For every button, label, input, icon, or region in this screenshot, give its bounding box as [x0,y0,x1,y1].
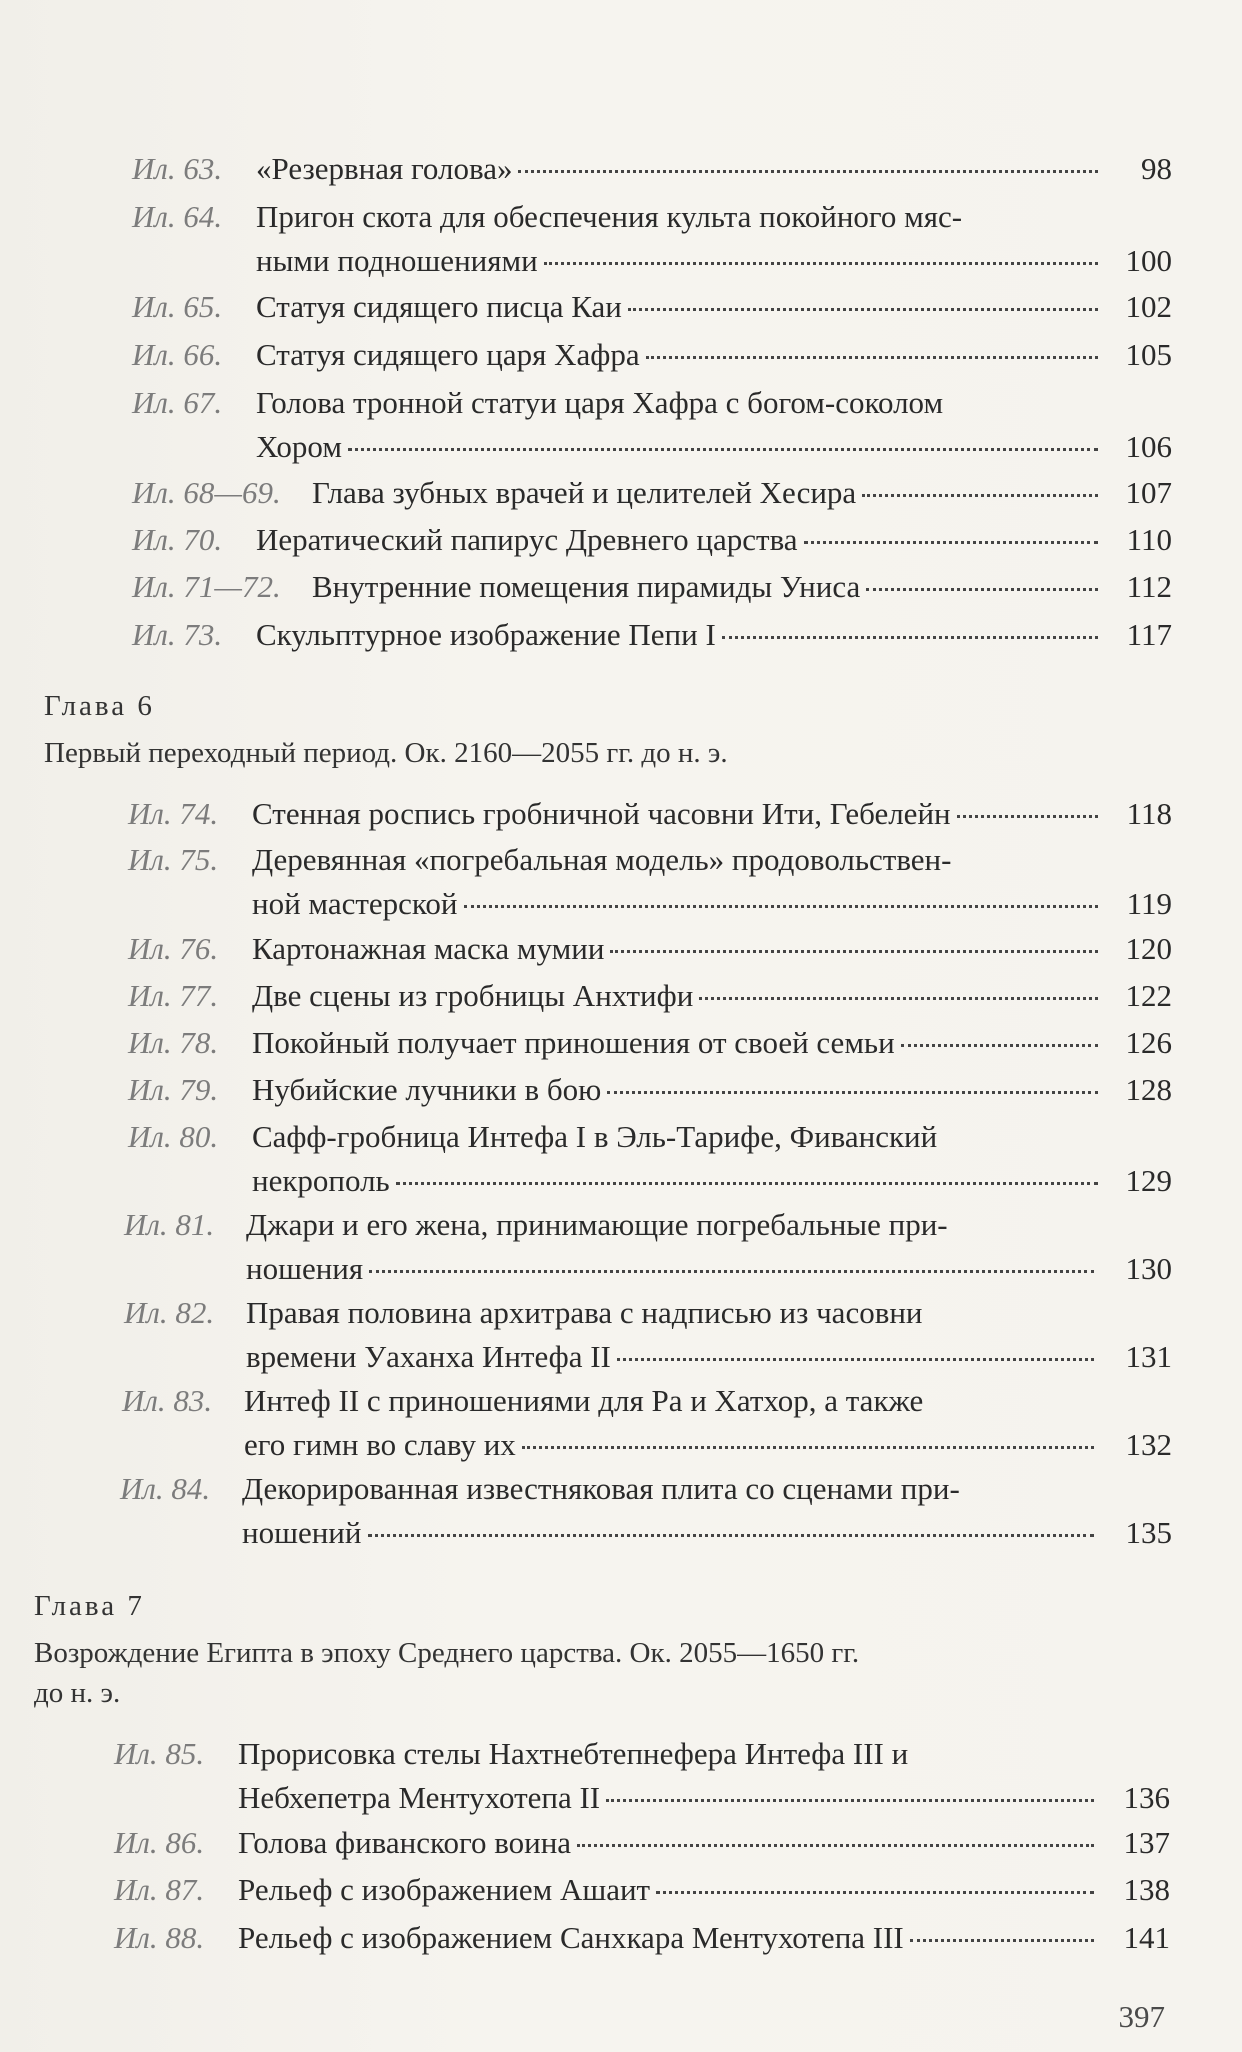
page-number: 137 [1123,1825,1170,1860]
illustration-caption: Пригон скота для обеспечения культа покойного мяс- [256,199,963,234]
illustration-caption: ношений [242,1515,362,1550]
leader-dots [369,1270,1094,1273]
illustration-number: Ил. 77. [128,978,219,1013]
illustration-caption: его гимн во славу их [244,1427,516,1462]
illustration-caption: Сафф-гробница Интефа I в Эль-Тарифе, Фиванский [252,1119,938,1154]
illustration-caption: Покойный получает приношения от своей семьи [252,1025,895,1060]
leader-dots [866,588,1098,591]
leader-dots [901,1044,1098,1047]
page-number: 100 [1125,243,1172,278]
leader-dots [464,905,1099,908]
illustration-number: Ил. 68—69. [132,475,281,510]
leader-dots [544,262,1098,265]
leader-dots [368,1534,1095,1537]
page-number: 117 [1126,617,1172,652]
page-number: 112 [1126,569,1172,604]
leader-dots [910,1939,1094,1942]
illustration-caption: Небхепетра Ментухотепа II [238,1780,601,1815]
illustration-caption: ношения [246,1251,364,1286]
leader-dots [522,1446,1094,1449]
illustration-number: Ил. 66. [132,337,223,372]
leader-dots [722,636,1098,639]
illustration-caption: Глава зубных врачей и целителей Хесира [312,475,857,510]
leader-dots [656,1891,1094,1894]
illustration-caption: Джари и его жена, принимающие погребальные при- [246,1207,948,1242]
page-number: 128 [1125,1072,1172,1107]
chapter-title-continued: до н. э. [34,1677,121,1709]
illustration-number: Ил. 79. [128,1072,219,1107]
illustration-caption: Голова фиванского воина [238,1825,572,1860]
illustration-number: Ил. 83. [122,1383,213,1418]
page-number: 126 [1125,1025,1172,1060]
illustration-number: Ил. 63. [132,151,223,186]
leader-dots [617,1358,1094,1361]
page-number: 110 [1126,522,1172,557]
illustration-caption: ными подношениями [256,243,538,278]
illustration-caption: Иератический папирус Древнего царства [256,522,798,557]
page-number: 118 [1126,796,1172,831]
leader-dots [646,356,1098,359]
chapter-title: Первый переходный период. Ок. 2160—2055 гг. до н. э. [44,737,728,769]
illustration-caption: Рельеф с изображением Ашаит [238,1872,651,1907]
illustration-caption: Статуя сидящего писца Каи [256,289,622,324]
illustration-number: Ил. 73. [132,617,223,652]
leader-dots [628,308,1098,311]
illustration-number: Ил. 75. [128,842,219,877]
illustration-caption: Рельеф с изображением Санхкара Ментухотепа III [238,1920,904,1955]
illustration-number: Ил. 88. [114,1920,205,1955]
leader-dots [804,541,1098,544]
illustration-caption: Внутренние помещения пирамиды Униса [312,569,861,604]
illustration-number: Ил. 87. [114,1872,205,1907]
page-number: 129 [1125,1163,1172,1198]
page-number: 135 [1125,1515,1172,1550]
page-number: 130 [1125,1251,1172,1286]
illustration-number: Ил. 84. [120,1471,211,1506]
illustration-caption: Декорированная известняковая плита со сценами при- [242,1471,960,1506]
leader-dots [606,1799,1094,1802]
illustration-caption: Прорисовка стелы Нахтнебтепнефера Интефа III и [238,1736,909,1771]
leader-dots [518,170,1098,173]
page-number: 136 [1123,1780,1170,1815]
page-number: 98 [1141,151,1172,186]
illustration-number: Ил. 64. [132,199,223,234]
leader-dots [348,448,1098,451]
chapter-title: Возрождение Египта в эпоху Среднего царства. Ок. 2055—1650 гг. [34,1637,860,1669]
page-number: 131 [1125,1339,1172,1374]
illustration-caption: Интеф II с приношениями для Ра и Хатхор, а также [244,1383,924,1418]
illustration-caption: Деревянная «погребальная модель» продовольствен- [252,842,952,877]
leader-dots [862,494,1098,497]
page-number: 132 [1125,1427,1172,1462]
chapter-label: Глава 7 [34,1590,145,1622]
illustration-number: Ил. 65. [132,289,223,324]
illustration-caption: Хором [256,429,342,464]
page-number: 138 [1123,1872,1170,1907]
illustration-number: Ил. 78. [128,1025,219,1060]
leader-dots [957,815,1098,818]
illustration-number: Ил. 71—72. [132,569,281,604]
illustration-caption: Скульптурное изображение Пепи I [256,617,716,652]
illustration-number: Ил. 81. [124,1207,215,1242]
illustration-number: Ил. 82. [124,1295,215,1330]
page-number: 106 [1125,429,1172,464]
illustration-caption: Нубийские лучники в бою [252,1072,602,1107]
illustration-number: Ил. 86. [114,1825,205,1860]
illustration-caption: Голова тронной статуи царя Хафра с богом-соколом [256,385,944,420]
folio-page-number: 397 [1118,1999,1165,2034]
illustration-caption: некрополь [252,1163,390,1198]
illustration-caption: Стенная роспись гробничной часовни Ити, Гебелейн [252,796,951,831]
leader-dots [577,1844,1094,1847]
leader-dots [607,1091,1098,1094]
illustration-number: Ил. 67. [132,385,223,420]
illustration-caption: Статуя сидящего царя Хафра [256,337,640,372]
illustration-caption: «Резервная голова» [256,151,513,186]
chapter-label: Глава 6 [44,690,155,722]
illustration-caption: времени Уаханха Интефа II [246,1339,611,1374]
leader-dots [396,1182,1098,1185]
illustration-number: Ил. 74. [128,796,219,831]
illustration-caption: Две сцены из гробницы Анхтифи [252,978,694,1013]
page-number: 141 [1123,1920,1170,1955]
illustration-caption: Картонажная маска мумии [252,931,605,966]
page-number: 120 [1125,931,1172,966]
page-number: 102 [1125,289,1172,324]
illustration-number: Ил. 80. [128,1119,219,1154]
page-number: 107 [1125,475,1172,510]
illustration-caption: Правая половина архитрава с надписью из часовни [246,1295,923,1330]
illustration-number: Ил. 85. [114,1736,205,1771]
illustration-number: Ил. 70. [132,522,223,557]
illustration-caption: ной мастерской [252,886,458,921]
page-number: 105 [1125,337,1172,372]
leader-dots [610,950,1098,953]
illustration-number: Ил. 76. [128,931,219,966]
page-number: 119 [1126,886,1172,921]
leader-dots [699,997,1098,1000]
page-number: 122 [1125,978,1172,1013]
